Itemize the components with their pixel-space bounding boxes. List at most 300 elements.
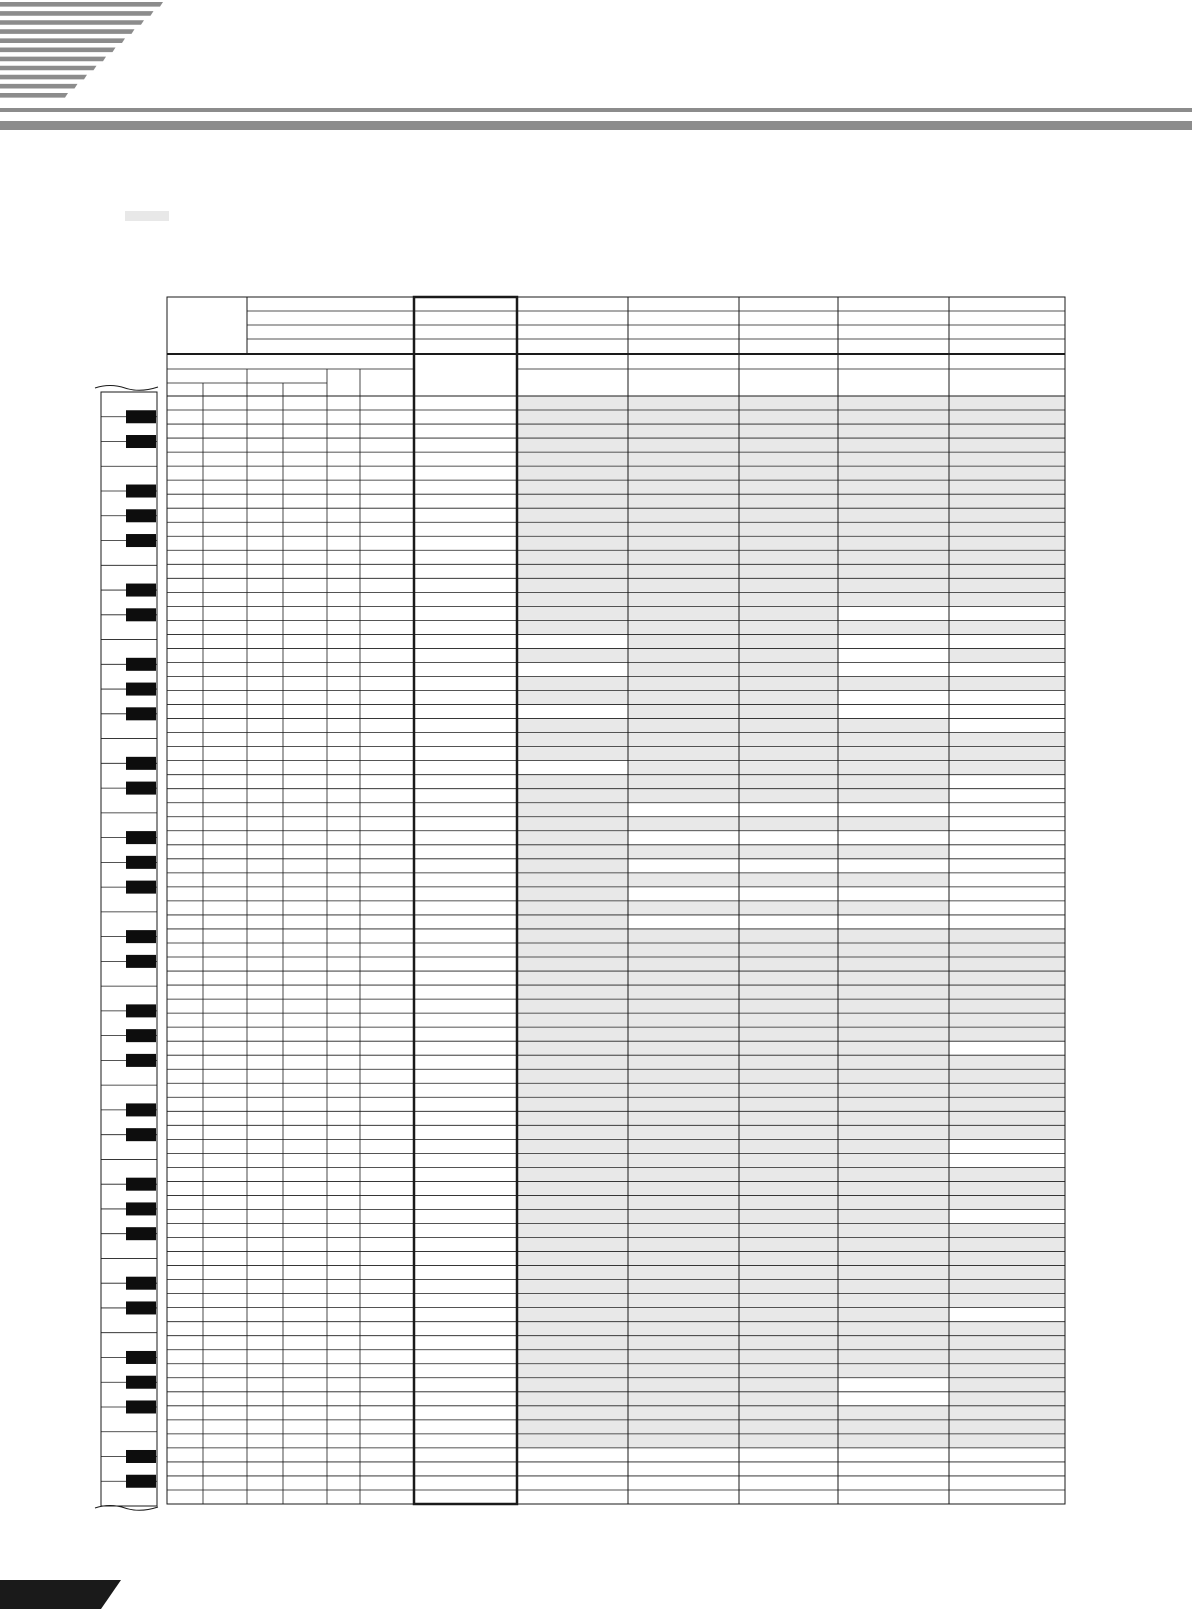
shaded-cell — [950, 1266, 1065, 1279]
shaded-cell — [518, 789, 628, 802]
shaded-cell — [740, 1098, 838, 1111]
shaded-cell — [629, 579, 739, 592]
shaded-cell — [950, 986, 1065, 999]
shaded-cell — [950, 439, 1065, 452]
shaded-cell — [629, 1126, 739, 1139]
shaded-cell — [518, 1392, 628, 1405]
shaded-cell — [740, 986, 838, 999]
shaded-cell — [629, 621, 739, 634]
shaded-cell — [518, 1238, 628, 1251]
shaded-cell — [518, 733, 628, 746]
shaded-cell — [518, 523, 628, 536]
shaded-cell — [839, 1182, 949, 1195]
shaded-cell — [518, 1350, 628, 1363]
shaded-cell — [740, 929, 838, 942]
shaded-cell — [629, 1392, 739, 1405]
shaded-cell — [740, 593, 838, 606]
black-key — [126, 1004, 156, 1017]
shaded-cell — [740, 1238, 838, 1251]
shaded-cell — [839, 1294, 949, 1307]
shaded-cell — [839, 1238, 949, 1251]
shaded-cell — [950, 1420, 1065, 1433]
black-key — [126, 757, 156, 770]
shaded-cell — [839, 1140, 949, 1153]
shaded-cell — [629, 747, 739, 760]
shaded-cell — [740, 439, 838, 452]
shaded-cell — [740, 607, 838, 620]
shaded-cell — [518, 1112, 628, 1125]
shaded-cell — [740, 579, 838, 592]
shaded-cell — [839, 775, 949, 788]
shaded-cell — [629, 593, 739, 606]
shaded-cell — [518, 1000, 628, 1013]
black-key — [126, 1277, 156, 1290]
shaded-cell — [518, 775, 628, 788]
shaded-cell — [740, 1280, 838, 1293]
shaded-cell — [740, 1378, 838, 1391]
shaded-cell — [740, 775, 838, 788]
black-key — [126, 930, 156, 943]
shaded-cell — [740, 1266, 838, 1279]
shaded-cell — [629, 986, 739, 999]
shaded-cell — [518, 1140, 628, 1153]
shaded-cell — [950, 929, 1065, 942]
shaded-cell — [839, 761, 949, 774]
shaded-cell — [629, 509, 739, 522]
shaded-cell — [518, 1014, 628, 1027]
shaded-cell — [740, 747, 838, 760]
shaded-cell — [839, 733, 949, 746]
shaded-cell — [839, 1014, 949, 1027]
shaded-cell — [839, 1266, 949, 1279]
shaded-cell — [629, 845, 739, 858]
shaded-cell — [950, 1280, 1065, 1293]
shaded-cell — [629, 1182, 739, 1195]
shaded-cell — [740, 1434, 838, 1447]
shaded-cell — [740, 425, 838, 438]
shaded-cell — [950, 1168, 1065, 1181]
shaded-cell — [740, 705, 838, 718]
shaded-cell — [839, 509, 949, 522]
shaded-cell — [839, 1112, 949, 1125]
shaded-cell — [740, 943, 838, 956]
shaded-cell — [839, 481, 949, 494]
shaded-cell — [740, 1392, 838, 1405]
shaded-cell — [518, 607, 628, 620]
shaded-cell — [740, 1196, 838, 1209]
shaded-cell — [629, 929, 739, 942]
shaded-cell — [839, 1252, 949, 1265]
shaded-cell — [629, 649, 739, 662]
shaded-cell — [629, 1308, 739, 1321]
shaded-cell — [950, 677, 1065, 690]
shaded-cell — [629, 1084, 739, 1097]
shaded-cell — [518, 943, 628, 956]
shaded-cell — [518, 1182, 628, 1195]
shaded-cell — [629, 719, 739, 732]
shaded-cell — [839, 1000, 949, 1013]
shaded-cell — [629, 1140, 739, 1153]
shaded-cell — [629, 817, 739, 830]
shaded-cell — [950, 1392, 1065, 1405]
shaded-cell — [518, 972, 628, 985]
shaded-cell — [950, 1056, 1065, 1069]
shaded-cell — [518, 1196, 628, 1209]
shaded-cell — [950, 565, 1065, 578]
shaded-cell — [518, 1378, 628, 1391]
shaded-cell — [518, 1294, 628, 1307]
shaded-cell — [629, 1098, 739, 1111]
shaded-cell — [740, 481, 838, 494]
shaded-cell — [740, 677, 838, 690]
shaded-cell — [629, 1280, 739, 1293]
shaded-cell — [629, 635, 739, 648]
shaded-cell — [839, 1434, 949, 1447]
shaded-cell — [839, 1042, 949, 1055]
black-key — [126, 831, 156, 844]
shaded-cell — [839, 439, 949, 452]
shaded-cell — [518, 1084, 628, 1097]
shaded-cell — [629, 1364, 739, 1377]
shaded-cell — [950, 1084, 1065, 1097]
shaded-cell — [839, 1168, 949, 1181]
black-key — [126, 485, 156, 498]
shaded-cell — [518, 1028, 628, 1041]
shaded-cell — [518, 1070, 628, 1083]
shaded-cell — [740, 1182, 838, 1195]
shaded-cell — [950, 593, 1065, 606]
shaded-cell — [839, 565, 949, 578]
shaded-cell — [740, 1252, 838, 1265]
shaded-cell — [629, 1406, 739, 1419]
shaded-cell — [740, 1224, 838, 1237]
shaded-cell — [950, 1112, 1065, 1125]
shaded-cell — [629, 1350, 739, 1363]
shaded-cell — [629, 1014, 739, 1027]
shaded-cell — [950, 761, 1065, 774]
shaded-cell — [518, 1126, 628, 1139]
shaded-cell — [839, 845, 949, 858]
shaded-cell — [839, 537, 949, 550]
shaded-cell — [950, 1028, 1065, 1041]
keyboard-frame — [101, 392, 157, 1506]
shaded-cell — [629, 467, 739, 480]
shaded-cell — [839, 551, 949, 564]
shaded-cell — [518, 649, 628, 662]
black-key — [126, 881, 156, 894]
shaded-cell — [740, 1154, 838, 1167]
shaded-cell — [839, 929, 949, 942]
shaded-cell — [839, 1126, 949, 1139]
shaded-cell — [740, 1140, 838, 1153]
black-key — [126, 410, 156, 423]
shaded-cell — [518, 803, 628, 816]
shaded-cell — [629, 1168, 739, 1181]
shaded-cell — [740, 509, 838, 522]
shaded-cell — [740, 1350, 838, 1363]
black-key — [126, 1376, 156, 1389]
shaded-cell — [740, 1042, 838, 1055]
shaded-cell — [950, 579, 1065, 592]
shaded-cell — [518, 677, 628, 690]
shaded-cell — [629, 677, 739, 690]
shaded-cell — [839, 1056, 949, 1069]
shaded-cell — [839, 1336, 949, 1349]
shaded-cell — [629, 397, 739, 410]
shaded-cell — [839, 411, 949, 424]
shaded-cell — [518, 1056, 628, 1069]
shaded-cell — [950, 467, 1065, 480]
shaded-cell — [740, 1364, 838, 1377]
shaded-cell — [518, 719, 628, 732]
shaded-cell — [950, 958, 1065, 971]
shaded-cell — [629, 425, 739, 438]
black-key — [126, 707, 156, 720]
shaded-cell — [518, 1266, 628, 1279]
shaded-cell — [740, 663, 838, 676]
black-key — [126, 1202, 156, 1215]
shaded-cell — [740, 411, 838, 424]
shaded-cell — [839, 1364, 949, 1377]
shaded-cell — [518, 1224, 628, 1237]
shaded-cell — [839, 1308, 949, 1321]
shaded-cell — [629, 1336, 739, 1349]
shaded-cell — [839, 719, 949, 732]
shaded-cell — [629, 1224, 739, 1237]
shaded-cell — [518, 439, 628, 452]
shaded-cell — [740, 1294, 838, 1307]
shaded-cell — [740, 1420, 838, 1433]
shaded-cell — [950, 649, 1065, 662]
shaded-cell — [839, 1084, 949, 1097]
shaded-cell — [839, 579, 949, 592]
black-key — [126, 1103, 156, 1116]
black-key — [126, 1475, 156, 1488]
shaded-cell — [740, 719, 838, 732]
shaded-cell — [740, 1336, 838, 1349]
shaded-cell — [518, 859, 628, 872]
shaded-cell — [518, 817, 628, 830]
shaded-cell — [518, 593, 628, 606]
shaded-cell — [839, 1210, 949, 1223]
shaded-cell — [518, 481, 628, 494]
shaded-cell — [740, 1308, 838, 1321]
shaded-cell — [839, 817, 949, 830]
shaded-cell — [740, 635, 838, 648]
shaded-cell — [518, 537, 628, 550]
shaded-cell — [740, 1070, 838, 1083]
shaded-cell — [518, 887, 628, 900]
shaded-cell — [629, 1154, 739, 1167]
black-key — [126, 1054, 156, 1067]
shaded-cell — [839, 789, 949, 802]
shaded-cell — [629, 1196, 739, 1209]
shaded-cell — [518, 509, 628, 522]
shaded-cell — [740, 495, 838, 508]
black-key — [126, 782, 156, 795]
shaded-cell — [950, 1294, 1065, 1307]
shaded-cell — [740, 817, 838, 830]
shaded-cell — [950, 733, 1065, 746]
shaded-cell — [629, 607, 739, 620]
shaded-cell — [950, 1350, 1065, 1363]
shaded-cell — [629, 551, 739, 564]
shaded-cell — [950, 1014, 1065, 1027]
shaded-cell — [950, 1238, 1065, 1251]
shaded-cell — [740, 467, 838, 480]
shaded-cell — [740, 649, 838, 662]
shaded-cell — [839, 986, 949, 999]
shaded-cell — [629, 1070, 739, 1083]
shaded-cell — [839, 972, 949, 985]
shaded-cell — [629, 537, 739, 550]
shaded-cell — [629, 1322, 739, 1335]
page-corner-tab-shape — [0, 1580, 121, 1609]
black-key — [126, 1128, 156, 1141]
shaded-cell — [629, 1028, 739, 1041]
shaded-cell — [839, 397, 949, 410]
shaded-cell — [950, 425, 1065, 438]
shaded-cell — [629, 901, 739, 914]
shaded-cell — [950, 495, 1065, 508]
shaded-cell — [950, 509, 1065, 522]
shaded-cell — [839, 1070, 949, 1083]
shaded-cell — [629, 705, 739, 718]
shaded-cell — [629, 943, 739, 956]
black-key — [126, 534, 156, 547]
shaded-cell — [839, 1350, 949, 1363]
shaded-cell — [518, 1308, 628, 1321]
shaded-cell — [839, 1098, 949, 1111]
shaded-cell — [950, 453, 1065, 466]
shaded-cell — [950, 1098, 1065, 1111]
shaded-cell — [740, 972, 838, 985]
black-key — [126, 658, 156, 671]
shaded-cell — [629, 1238, 739, 1251]
black-key — [126, 435, 156, 448]
shaded-cell — [950, 1000, 1065, 1013]
shaded-cell — [518, 1434, 628, 1447]
shaded-cell — [950, 1406, 1065, 1419]
shaded-cell — [629, 1294, 739, 1307]
shaded-cell — [839, 593, 949, 606]
shaded-cell — [740, 958, 838, 971]
shaded-cell — [629, 523, 739, 536]
shaded-cell — [629, 972, 739, 985]
shaded-cell — [740, 1322, 838, 1335]
shaded-cell — [629, 789, 739, 802]
black-key — [126, 584, 156, 597]
shaded-cell — [740, 1210, 838, 1223]
shaded-cell — [629, 663, 739, 676]
shaded-cell — [518, 915, 628, 928]
shaded-cell — [950, 1378, 1065, 1391]
shaded-cell — [518, 565, 628, 578]
black-key — [126, 683, 156, 696]
shaded-cell — [839, 523, 949, 536]
shaded-cell — [518, 1280, 628, 1293]
shaded-cell — [629, 761, 739, 774]
shaded-cell — [518, 453, 628, 466]
shaded-cell — [839, 1322, 949, 1335]
shaded-cell — [740, 845, 838, 858]
shaded-cell — [518, 551, 628, 564]
shaded-cell — [950, 481, 1065, 494]
shaded-cell — [740, 1168, 838, 1181]
shaded-cell — [518, 1154, 628, 1167]
shaded-cell — [950, 1434, 1065, 1447]
shaded-cell — [950, 523, 1065, 536]
shaded-cell — [518, 958, 628, 971]
shaded-cell — [839, 1420, 949, 1433]
shaded-cell — [518, 495, 628, 508]
shaded-cell — [950, 1126, 1065, 1139]
shaded-cell — [518, 1168, 628, 1181]
shaded-cell — [518, 986, 628, 999]
shaded-cell — [518, 467, 628, 480]
shaded-cell — [740, 761, 838, 774]
keyboard-break-top — [95, 386, 158, 391]
shaded-cell — [740, 1028, 838, 1041]
shaded-cell — [950, 1322, 1065, 1335]
black-key — [126, 1400, 156, 1413]
shaded-cell — [950, 1364, 1065, 1377]
shaded-cell — [629, 1112, 739, 1125]
black-key — [126, 1351, 156, 1364]
shaded-cell — [629, 775, 739, 788]
shaded-cell — [629, 1378, 739, 1391]
shaded-cell — [839, 873, 949, 886]
shaded-cell — [950, 943, 1065, 956]
shaded-cell — [518, 873, 628, 886]
shaded-cell — [518, 397, 628, 410]
shaded-cell — [629, 1420, 739, 1433]
shaded-cell — [518, 1336, 628, 1349]
shaded-cell — [740, 1000, 838, 1013]
shaded-cell — [740, 1112, 838, 1125]
black-key — [126, 1450, 156, 1463]
shaded-cell — [518, 1406, 628, 1419]
black-key — [126, 509, 156, 522]
shaded-cell — [518, 831, 628, 844]
shaded-cell — [518, 1322, 628, 1335]
shaded-cell — [518, 691, 628, 704]
black-key — [126, 1178, 156, 1191]
shaded-cell — [950, 537, 1065, 550]
shaded-cell — [518, 425, 628, 438]
shaded-cell — [518, 845, 628, 858]
shaded-cell — [740, 1056, 838, 1069]
shaded-cell — [629, 1434, 739, 1447]
shaded-cell — [518, 621, 628, 634]
black-key — [126, 608, 156, 621]
shaded-cell — [629, 411, 739, 424]
shaded-cell — [950, 1196, 1065, 1209]
shaded-cell — [740, 397, 838, 410]
shaded-cell — [950, 551, 1065, 564]
shaded-cell — [740, 551, 838, 564]
shaded-cell — [950, 747, 1065, 760]
shaded-cell — [740, 1126, 838, 1139]
shaded-cell — [518, 411, 628, 424]
shaded-cell — [950, 972, 1065, 985]
shaded-cell — [629, 495, 739, 508]
shaded-cell — [839, 958, 949, 971]
shaded-cell — [950, 1252, 1065, 1265]
shaded-cell — [839, 621, 949, 634]
shaded-cell — [518, 747, 628, 760]
shaded-cell — [950, 1224, 1065, 1237]
